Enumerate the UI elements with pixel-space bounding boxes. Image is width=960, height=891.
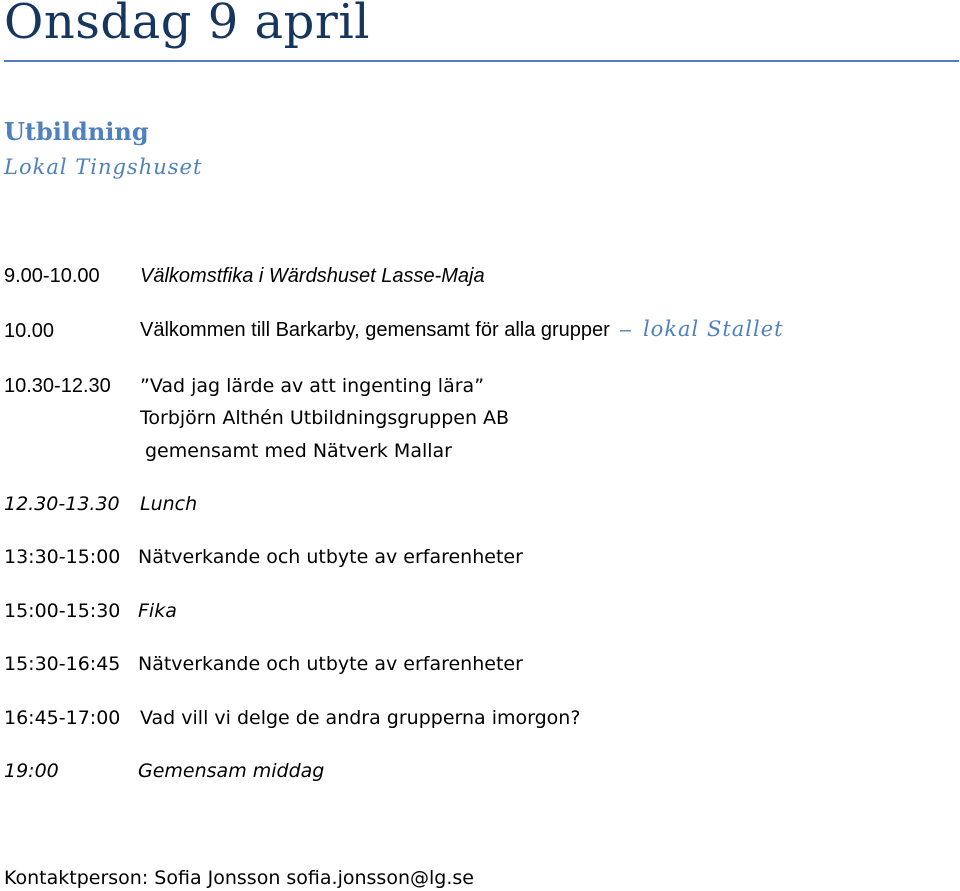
schedule-text-3-line-2: Torbjörn Althén Utbildningsgruppen AB [140,407,510,429]
schedule-text-3-line-3: gemensamt med Nätverk Mallar [145,440,452,462]
page-title: Onsdag 9 april [4,0,371,50]
schedule-text-8: Vad vill vi delge de andra grupperna imorgon? [140,707,581,729]
section-subheading: Lokal Tingshuset [4,155,203,179]
schedule-location: lokal Stallet [642,317,784,341]
schedule-time-4: 12.30-13.30 [4,493,120,515]
schedule-text-3-line-1: ”Vad jag lärde av att ingenting lära” [140,375,485,397]
schedule-text-1: Välkomstfika i Wärdshuset Lasse-Maja [140,265,485,287]
schedule-text-2-dash: – [619,319,631,341]
schedule-text-2 [140,317,784,342]
schedule-text-6: Fika [138,600,177,622]
schedule-text-9: Gemensam middag [138,760,325,782]
contact-person: Kontaktperson: Sofia Jonsson sofia.jonsson@lg.se [4,867,474,889]
schedule-text-5: Nätverkande och utbyte av erfarenheter [138,546,523,568]
schedule-time-2: 10.00 [4,320,55,342]
schedule-time-1: 9.00-10.00 [4,265,100,287]
schedule-time-3: 10.30-12.30 [4,375,111,397]
schedule-text-4: Lunch [140,493,198,515]
section-heading: Utbildning [4,117,149,146]
schedule-time-5: 13:30-15:00 [4,546,121,568]
schedule-text-7: Nätverkande och utbyte av erfarenheter [138,653,523,675]
title-divider [4,60,959,62]
schedule-time-6: 15:00-15:30 [4,600,121,622]
schedule-time-9: 19:00 [4,760,59,782]
schedule-text-2-main: Välkommen till Barkarby, gemensamt för alla grupper [140,319,610,341]
schedule-time-8: 16:45-17:00 [4,707,121,729]
schedule-time-7: 15:30-16:45 [4,653,121,675]
